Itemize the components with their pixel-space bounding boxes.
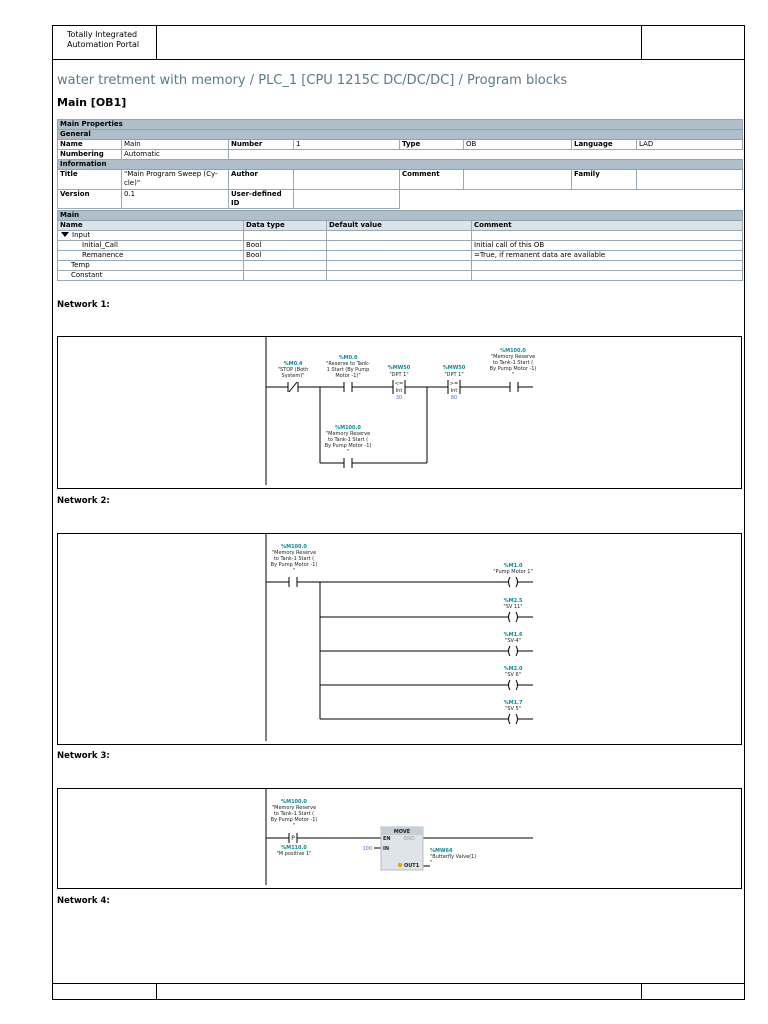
family-label: Family (572, 170, 637, 190)
nw2-c1-label-3: By Pump Motor -1) (270, 562, 318, 568)
nw2-c1-label-4: " (292, 568, 296, 574)
numbering-label: Numbering (58, 150, 122, 160)
table-row-comment: Initial call of this OB (472, 241, 743, 251)
document-title: water tretment with memory / PLC_1 [CPU 1215C DC/DC/DC] / Program blocks (57, 73, 568, 88)
temp-type (244, 261, 327, 271)
network-1-diagram (58, 337, 743, 490)
temp-default (327, 261, 472, 271)
user-defined-id-value (294, 190, 400, 209)
footer-right-cell (641, 983, 745, 1000)
nw1-c2-label-1: "Reserve to Tank- (326, 361, 370, 367)
move-out-label-2: " (430, 860, 433, 866)
number-value: 1 (294, 140, 400, 150)
nw1-c4-op: >= (449, 381, 459, 387)
nw3-edge-addr: %M110.0 (281, 845, 307, 851)
input-comment (472, 231, 743, 241)
output-coil (509, 646, 518, 656)
input-row[interactable] (58, 231, 244, 241)
move-in: IN (383, 846, 390, 852)
nw1-c4-label: "DPT 1" (444, 372, 464, 378)
nw1-c4-value: 80 (450, 395, 458, 401)
number-label: Number (229, 140, 294, 150)
author-label: Author (229, 170, 294, 190)
network-1-ladder[interactable] (57, 336, 742, 489)
output-coil (509, 612, 518, 622)
version-value: 0.1 (122, 190, 229, 209)
main-properties-header: Main Properties (58, 120, 743, 130)
constant-default (327, 271, 472, 281)
table-row-default (327, 241, 472, 251)
interface-table (57, 210, 743, 281)
constant-type (244, 271, 327, 281)
move-out: OUT1 (404, 863, 420, 869)
table-row-name: Initial_Call (58, 241, 244, 251)
nw2-c1-label-1: "Memory Reserve (271, 550, 317, 556)
network-2-ladder[interactable] (57, 533, 742, 745)
col-data-type: Data type (244, 221, 327, 231)
col-comment: Comment (472, 221, 743, 231)
network-1-title: Network 1: (57, 300, 110, 310)
nw1-branch-label-4: " (346, 449, 350, 455)
numbering-value: Automatic (122, 150, 229, 160)
interface-section-header: Main (58, 211, 743, 221)
nw1-c1-addr: %M0.4 (283, 361, 303, 367)
table-row-default (327, 251, 472, 261)
nw1-c3-label: "DPT 1" (389, 372, 409, 378)
nw1-c3-op: <= (394, 381, 404, 387)
input-label: Input (72, 231, 91, 239)
version-spacer (400, 190, 743, 209)
input-type (244, 231, 327, 241)
temp-comment (472, 261, 743, 271)
nw1-c1-label-2: System)" (281, 373, 305, 379)
nw1-c2-label-3: Motor -1)" (335, 373, 361, 379)
language-value: LAD (637, 140, 743, 150)
coil-address: %M1.7 (503, 700, 523, 706)
nw2-c1-label-2: to Tank-1 Start ( (273, 556, 315, 562)
move-title: MOVE (393, 829, 411, 835)
nw1-c2-addr: %M0.0 (338, 355, 358, 361)
comment-value (464, 170, 572, 190)
header-right-cell (641, 25, 745, 60)
output-coil (509, 714, 518, 724)
nw3-edge-label: "M positive 1" (276, 851, 312, 857)
enable-indicator-icon (398, 863, 402, 867)
nw3-c1-label-1: "Memory Reserve (271, 805, 317, 811)
header-middle-cell (156, 25, 642, 60)
name-value: Main (122, 140, 229, 150)
temp-row: Temp (58, 261, 244, 271)
footer-middle-cell (156, 983, 642, 1000)
move-out-label-1: "Butterfly Valve(1) (430, 854, 477, 860)
network-2-title: Network 2: (57, 496, 110, 506)
information-header: Information (58, 160, 743, 170)
coil-label: "Pump Motor 1" (493, 569, 533, 575)
user-defined-id-label: User-defined ID (229, 190, 294, 209)
table-row-name: Remanence (58, 251, 244, 261)
triangle-down-icon (61, 232, 69, 237)
comment-label: Comment (400, 170, 464, 190)
move-out-addr: %MW64 (430, 848, 453, 854)
title-value (122, 170, 229, 190)
coil-address: %M2.0 (503, 666, 523, 672)
nw1-coil-label-4: " (511, 372, 515, 378)
block-title: Main [OB1] (57, 96, 127, 109)
nw1-coil-label-1: "Memory Reserve (490, 354, 536, 360)
table-row-type: Bool (244, 251, 327, 261)
network-2-diagram (58, 534, 743, 746)
output-coil (509, 577, 518, 587)
nw3-c1-label-4: " (292, 823, 296, 829)
general-header: General (58, 130, 743, 140)
portal-line-1: Totally Integrated (67, 30, 138, 39)
nw1-branch-addr: %M100.0 (335, 425, 361, 431)
coil-address: %M2.5 (503, 598, 523, 604)
numbering-spacer (229, 150, 743, 160)
network-4-title: Network 4: (57, 896, 110, 906)
name-label: Name (58, 140, 122, 150)
nw1-c3-addr: %MW50 (387, 365, 411, 371)
coil-label: "SV-4" (505, 638, 521, 644)
nw3-c1-label-3: By Pump Motor -1) (270, 817, 318, 823)
table-row-comment: =True, if remanent data are available (472, 251, 743, 261)
edge-letter: P (291, 835, 295, 842)
nw1-c1-label-1: "STOP (Both (277, 367, 309, 373)
nw1-coil-label-2: to Tank-1 Start ( (492, 360, 534, 366)
nw1-branch-label-3: By Pump Motor -1) (324, 443, 372, 449)
type-label: Type (400, 140, 464, 150)
nw3-c1-label-2: to Tank-1 Start ( (273, 811, 315, 817)
nw1-c4-addr: %MW50 (442, 365, 466, 371)
nw1-c2-label-2: 1 Start (By Pump (326, 367, 370, 373)
version-label: Version (58, 190, 122, 209)
coil-address: %M1.6 (503, 632, 523, 638)
nw1-branch-label-2: to Tank-1 Start ( (327, 437, 369, 443)
network-3-ladder[interactable] (57, 788, 742, 889)
coil-label: "SV 11" (503, 604, 523, 610)
nw1-coil-addr: %M100.0 (500, 348, 526, 354)
table-row-type: Bool (244, 241, 327, 251)
nw1-c3-type: Int (395, 388, 403, 394)
author-value (294, 170, 400, 190)
footer-left-cell (52, 983, 157, 1000)
type-value: OB (464, 140, 572, 150)
input-default (327, 231, 472, 241)
title-value-line-2: cle)" (124, 179, 141, 187)
language-label: Language (572, 140, 637, 150)
network-3-title: Network 3: (57, 751, 110, 761)
coil-label: "SV 5" (505, 706, 521, 712)
nw1-branch-label-1: "Memory Reserve (325, 431, 371, 437)
col-name: Name (58, 221, 244, 231)
coil-label: "SV 6" (505, 672, 521, 678)
move-en: EN (383, 836, 391, 842)
properties-table (57, 119, 743, 209)
output-coil (509, 680, 518, 690)
title-label: Title (58, 170, 122, 190)
nw1-c4-type: Int (450, 388, 458, 394)
nw1-c3-value: 30 (395, 395, 403, 401)
family-value (637, 170, 743, 190)
portal-logo-text (52, 25, 157, 60)
move-in-value: 100 (362, 846, 372, 852)
col-default-value: Default value (327, 221, 472, 231)
nw3-c1-addr: %M100.0 (281, 799, 307, 805)
move-eno: ENO (404, 836, 415, 842)
constant-comment (472, 271, 743, 281)
nw1-coil-label-3: By Pump Motor -1) (489, 366, 537, 372)
constant-row: Constant (58, 271, 244, 281)
portal-line-2: Automation Portal (67, 40, 140, 49)
network-3-diagram (58, 789, 743, 890)
coil-address: %M1.0 (503, 563, 523, 569)
title-value-line-1: "Main Program Sweep (Cy- (124, 170, 218, 178)
nw2-c1-addr: %M100.0 (281, 544, 307, 550)
